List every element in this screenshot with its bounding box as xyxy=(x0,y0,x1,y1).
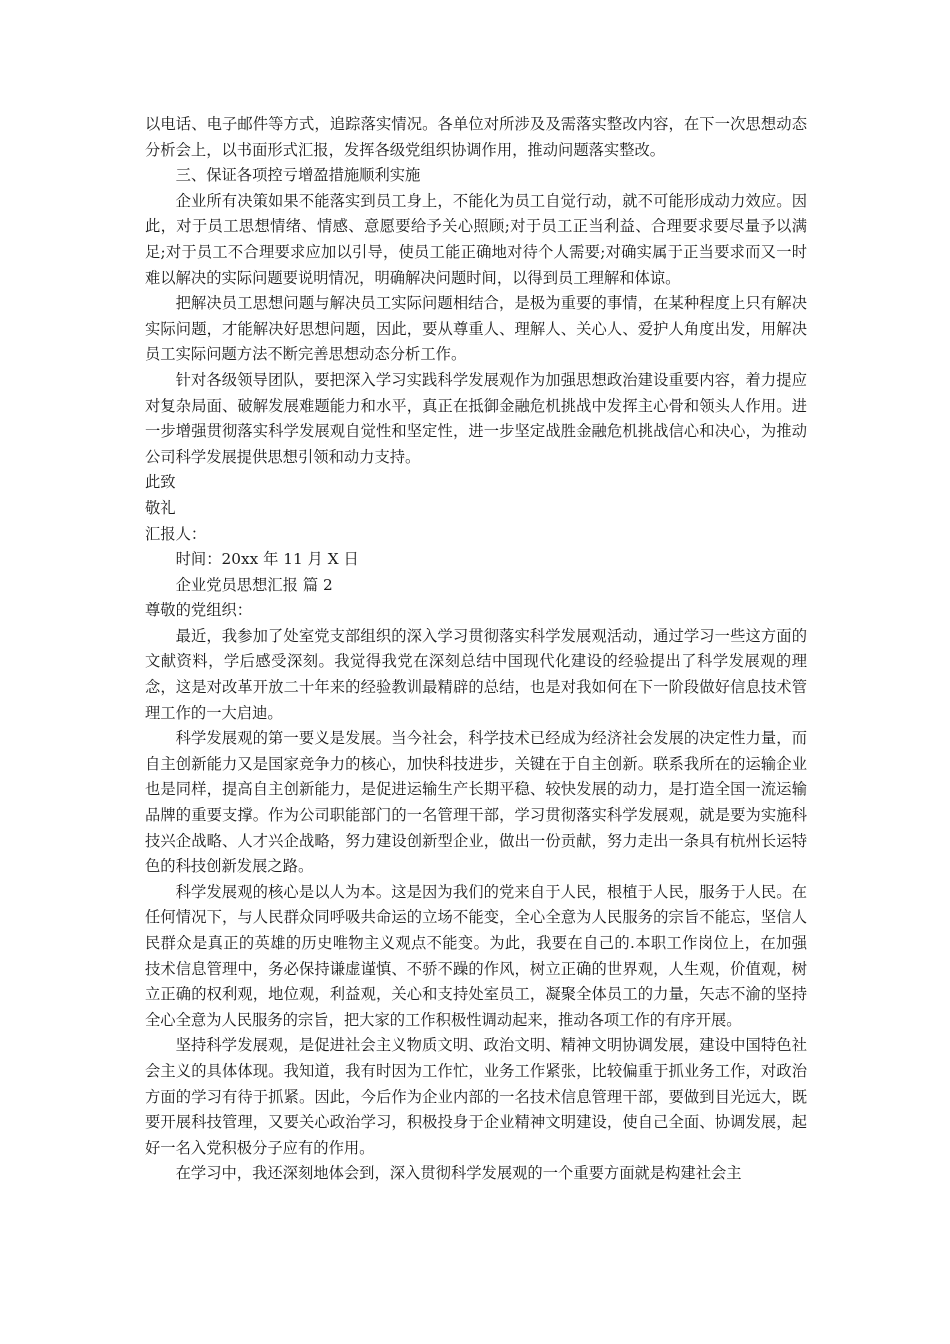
paragraph: 以电话、电子邮件等方式，追踪落实情况。各单位对所涉及及需落实整改内容，在下一次思想动态分析会上，以书面形式汇报，发挥各级党组织协调作用，推动问题落实整改。 xyxy=(145,115,807,159)
paragraph: 针对各级领导团队，要把深入学习实践科学发展观作为加强思想政治建设重要内容，着力提应对复杂局面、破解发展难题能力和水平，真正在抵御金融危机挑战中发挥主心骨和领头人作用。进一步增强贯彻落实科学发展观自觉性和坚定性，进一步坚定战胜金融危机挑战信心和决心，为推动公司科学发展提供思想引领和动力支持。 xyxy=(145,370,807,466)
paragraph: 最近，我参加了处室党支部组织的深入学习贯彻落实科学发展观活动，通过学习一些这方面的文献资料，学后感受深刻。我觉得我党在深刻总结中国现代化建设的经验提出了科学发展观的理念，这是对改革开放二十年来的经验教训最精辟的总结，也是对我如何在下一阶段做好信息技术管理工作的一大启迪。 xyxy=(145,626,807,722)
closing-salute: 敬礼 xyxy=(145,498,176,517)
date-line: 时间：20xx 年 11 月 X 日 xyxy=(175,550,359,569)
section-heading: 三、保证各项控亏增盈措施顺利实施 xyxy=(175,166,421,185)
document-title: 企业党员思想汇报 篇 2 xyxy=(175,575,333,594)
paragraph: 科学发展观的核心是以人为本。这是因为我们的党来自于人民，根植于人民，服务于人民。在任何情况下，与人民群众同呼吸共命运的立场不能变，全心全意为人民服务的宗旨不能忘，坚信人民群众是真正的英雄的历史唯物主义观点不能变。为此，我要在自己的.本职工作岗位上，在加强技术信息管理中，务必保持谦虚谨慎、不骄不躁的作风，树立正确的世界观，人生观，价值观，树立正确的权利观，地位观，利益观，关心和支持处室员工，凝聚全体员工的力量，矢志不渝的坚持全心全意为人民服务的宗旨，把大家的工作积极性调动起来，推动各项工作的有序开展。 xyxy=(145,882,807,1029)
paragraph: 在学习中，我还深刻地体会到，深入贯彻科学发展观的一个重要方面就是构建社会主 xyxy=(175,1164,742,1183)
paragraph: 坚持科学发展观，是促进社会主义物质文明、政治文明、精神文明协调发展，建设中国特色社会主义的具体体现。我知道，我有时因为工作忙，业务工作紧张，比较偏重于抓业务工作，对政治方面的学习有待于抓紧。因此，今后作为企业内部的一名技术信息管理干部，要做到目光远大，既要开展科技管理，又要关心政治学习，积极投身于企业精神文明建设，使自己全面、协调发展，起好一名入党积极分子应有的作用。 xyxy=(145,1036,807,1157)
closing-line: 此致 xyxy=(145,473,176,492)
salutation: 尊敬的党组织： xyxy=(145,601,253,620)
paragraph: 企业所有决策如果不能落实到员工身上，不能化为员工自觉行动，就不可能形成动力效应。因此，对于员工思想情绪、情感、意愿要给予关心照顾;对于员工正当利益、合理要求要尽量予以满足;对于员工不合理要求应加以引导，使员工能正确地对待个人需要;对确实属于正当要求而又一时难以解决的实际问题要说明情况，明确解决问题时间，以得到员工理解和体谅。 xyxy=(145,191,807,287)
paragraph: 把解决员工思想问题与解决员工实际问题相结合，是极为重要的事情，在某种程度上只有解决实际问题，才能解决好思想问题，因此，要从尊重人、理解人、关心人、爱护人角度出发，用解决员工实际问题方法不断完善思想动态分析工作。 xyxy=(145,294,807,364)
paragraph: 科学发展观的第一要义是发展。当今社会，科学技术已经成为经济社会发展的决定性力量，而自主创新能力又是国家竞争力的核心，加快科技进步，关键在于自主创新。联系我所在的运输企业也是同样，提高自主创新能力，是促进运输生产长期平稳、较快发展的动力，是打造全国一流运输品牌的重要支撑。作为公司职能部门的一名管理干部，学习贯彻落实科学发展观，就是要为实施科技兴企战略、人才兴企战略，努力建设创新型企业，做出一份贡献，努力走出一条具有杭州长运特色的科技创新发展之路。 xyxy=(145,729,807,876)
reporter-label: 汇报人： xyxy=(145,524,207,543)
document-body xyxy=(145,112,807,1187)
